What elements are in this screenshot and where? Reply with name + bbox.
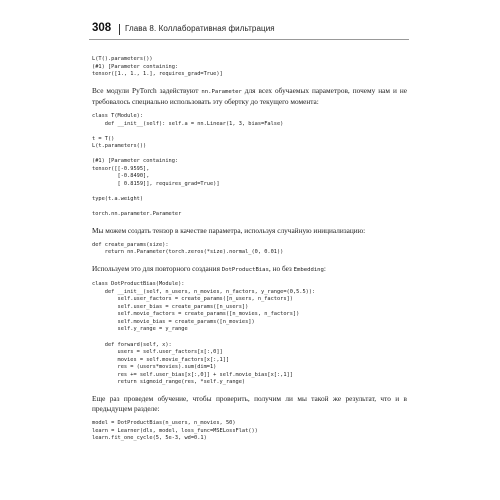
code-line: users = self.user_factors[x[:,0]] <box>92 349 223 356</box>
paragraph <box>92 394 407 414</box>
code-line: def __init__(self): self.a = nn.Linear(1, 3, bias=False) <box>92 120 284 127</box>
text-run: Используем это для повторного создания <box>92 264 222 273</box>
code-line: res = (users*movies).sum(dim=1) <box>92 364 217 371</box>
inline-code: DotProductBias <box>221 267 269 273</box>
code-line: movies = self.movie_factors[x[:,1]] <box>92 356 230 363</box>
header-rule <box>89 39 409 40</box>
text-run: Все модули PyTorch задействуют <box>92 85 202 95</box>
code-line: class DotProductBias(Module): <box>92 281 185 288</box>
code-line: tensor([1., 1., 1.], requires_grad=True)] <box>92 71 223 78</box>
header-separator <box>119 24 120 35</box>
page-number: 308 <box>92 22 112 34</box>
inline-code: nn.Parameter <box>201 88 242 95</box>
code-line: [ 0.8159]], requires_grad=True)] <box>92 180 220 187</box>
code-block <box>92 56 407 79</box>
code-line <box>92 189 407 197</box>
code-line <box>92 334 407 342</box>
text-run: : <box>323 264 326 273</box>
code-block <box>92 242 407 257</box>
code-line: L(T().parameters()) <box>92 56 153 62</box>
code-line: t = T() <box>92 135 115 142</box>
code-line: model = DotProductBias(n_users, n_movies, 50) <box>92 420 236 427</box>
code-line: learn = Learner(dls, model, loss_func=MSELossFlat()) <box>92 427 258 434</box>
page-body <box>92 56 407 443</box>
text-run: Еще раз проведем обучение, чтобы проверить, получим ли мы такой же результат, что и в предыдущем разделе: <box>92 393 407 414</box>
code-line: self.movie_factors = create_params([n_movies, n_factors]) <box>92 311 300 318</box>
code-line: def create_params(size): <box>92 241 169 248</box>
paragraph <box>92 226 407 236</box>
code-line: torch.nn.parameter.Parameter <box>92 211 182 218</box>
code-line <box>92 204 407 212</box>
code-line: self.movie_bias = create_params([n_movies]) <box>92 318 255 325</box>
code-line: self.user_bias = create_params([n_users]) <box>92 303 249 310</box>
code-line: def __init__(self, n_users, n_movies, n_factors, y_range=(0,5.5)): <box>92 288 316 295</box>
code-line: self.user_factors = create_params([n_users, n_factors]) <box>92 296 293 303</box>
code-block <box>92 281 407 387</box>
code-line: L(t.parameters()) <box>92 143 147 150</box>
code-line: (#1) [Parameter containing: <box>92 158 179 165</box>
code-line <box>92 151 407 159</box>
code-line: class T(Module): <box>92 113 144 120</box>
inline-code: Embedding <box>293 267 324 273</box>
chapter-title: Глава 8. Коллаборативная фильтрация <box>125 24 275 33</box>
code-line: def forward(self, x): <box>92 341 172 348</box>
text-run: для всех обучаемых параметров, почему нам и не требовалось специально использовать эту обертку до текущего момента: <box>92 85 407 106</box>
code-block <box>92 420 407 443</box>
running-header <box>89 20 409 40</box>
text-run: , но без <box>268 264 294 273</box>
code-line: (#1) [Parameter containing: <box>92 63 179 70</box>
code-line: learn.fit_one_cycle(5, 5e-3, wd=0.1) <box>92 435 207 442</box>
text-run: Мы можем создать тензор в качестве параметра, используя случайную инициализацию: <box>92 225 366 235</box>
code-line: tensor([[-0.9595], <box>92 165 150 172</box>
code-line: return sigmoid_range(res, *self.y_range) <box>92 379 246 386</box>
code-line: self.y_range = y_range <box>92 326 188 333</box>
paragraph <box>92 264 407 275</box>
code-line: [-0.8490], <box>92 173 150 180</box>
code-line: return nn.Parameter(torch.zeros(*size).normal_(0, 0.01)) <box>92 249 284 256</box>
code-block <box>92 113 407 219</box>
code-line: type(t.a.weight) <box>92 196 144 203</box>
code-line <box>92 128 407 136</box>
code-line: res += self.user_bias[x[:,0]] + self.movie_bias[x[:,1]] <box>92 371 293 378</box>
paragraph <box>92 86 407 107</box>
